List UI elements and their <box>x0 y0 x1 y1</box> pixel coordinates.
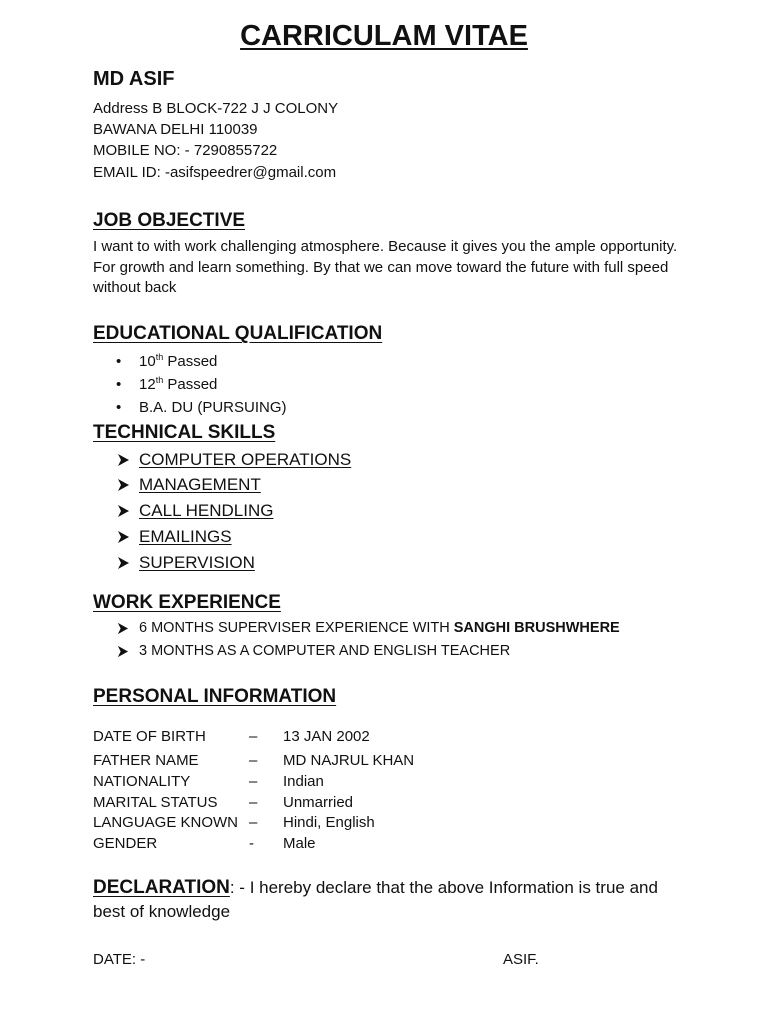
skill-text: SUPERVISION <box>139 553 255 572</box>
job-objective-heading: JOB OBJECTIVE <box>93 210 246 231</box>
marital-status-label: MARITAL STATUS <box>93 794 218 811</box>
marital-status-value: Unmarried <box>283 794 354 811</box>
employer-name: SANGHI BRUSHWHERE <box>453 620 620 636</box>
address-line-2: BAWANA DELHI 110039 <box>93 121 258 138</box>
education-item <box>116 352 217 370</box>
declaration-heading: DECLARATION <box>93 877 230 898</box>
skill-item <box>116 553 255 573</box>
arrowhead-bullet-icon <box>116 478 139 492</box>
language-known-value: Hindi, English <box>283 814 375 831</box>
document-title: CARRICULAM VITAE <box>240 20 528 52</box>
education-item <box>116 375 217 393</box>
father-name-label: FATHER NAME <box>93 752 199 769</box>
mobile-number: MOBILE NO: - 7290855722 <box>93 142 278 159</box>
date-label: DATE: - <box>93 951 146 968</box>
father-name-value: MD NAJRUL KHAN <box>283 752 415 769</box>
work-item <box>116 620 620 636</box>
candidate-name: MD ASIF <box>93 68 175 90</box>
bullet-dot: • <box>116 353 122 370</box>
declaration-text: : - I hereby declare that the above Information is true and best of knowledge <box>93 878 658 921</box>
dob-value: 13 JAN 2002 <box>283 728 370 745</box>
arrowhead-bullet-icon <box>116 504 139 518</box>
email-address: EMAIL ID: -asifspeedrer@gmail.com <box>93 164 337 181</box>
language-known-separator: – <box>249 814 258 831</box>
arrowhead-bullet-icon <box>116 622 139 635</box>
education-item-text: 12th Passed <box>139 375 218 393</box>
work-experience-heading: WORK EXPERIENCE <box>93 592 281 613</box>
skill-text: EMAILINGS <box>139 527 232 546</box>
gender-value: Male <box>283 835 316 852</box>
skill-text: COMPUTER OPERATIONS <box>139 450 352 469</box>
technical-skills-heading: TECHNICAL SKILLS <box>93 422 276 443</box>
declaration <box>93 876 693 924</box>
address-line-1: Address B BLOCK-722 J J COLONY <box>93 100 339 117</box>
father-name-separator: – <box>249 752 258 769</box>
skill-item <box>116 450 351 470</box>
education-heading: EDUCATIONAL QUALIFICATION <box>93 323 383 344</box>
skill-item <box>116 501 273 521</box>
arrowhead-bullet-icon <box>116 530 139 544</box>
bullet-dot: • <box>116 399 122 416</box>
work-item-text: 6 MONTHS SUPERVISER EXPERIENCE WITH SANGHI BRUSHWHERE <box>139 620 620 636</box>
signature-name: ASIF. <box>503 951 539 968</box>
dob-separator: – <box>249 728 258 745</box>
dob-label: DATE OF BIRTH <box>93 728 206 745</box>
marital-status-separator: – <box>249 794 258 811</box>
education-item <box>116 399 287 416</box>
skill-text: MANAGEMENT <box>139 475 261 494</box>
nationality-value: Indian <box>283 773 324 790</box>
skill-item <box>116 527 232 547</box>
work-item-text: 3 MONTHS AS A COMPUTER AND ENGLISH TEACHER <box>139 643 511 659</box>
arrowhead-bullet-icon <box>116 453 139 467</box>
work-item <box>116 643 510 659</box>
skill-text: CALL HENDLING <box>139 501 274 520</box>
skill-item <box>116 475 261 495</box>
arrowhead-bullet-icon <box>116 556 139 570</box>
language-known-label: LANGUAGE KNOWN <box>93 814 239 831</box>
personal-information-heading: PERSONAL INFORMATION <box>93 686 337 707</box>
gender-label: GENDER <box>93 835 158 852</box>
nationality-separator: – <box>249 773 258 790</box>
job-objective-text: I want to with work challenging atmosphere. Because it gives you the ample opportunity. For growth and learn something. By that we can move toward the future with full speed without back <box>93 238 678 296</box>
gender-separator: - <box>249 835 254 852</box>
education-item-text: 10th Passed <box>139 352 218 370</box>
nationality-label: NATIONALITY <box>93 773 191 790</box>
education-item-text: B.A. DU (PURSUING) <box>139 399 287 416</box>
arrowhead-bullet-icon <box>116 645 139 658</box>
bullet-dot: • <box>116 376 122 393</box>
